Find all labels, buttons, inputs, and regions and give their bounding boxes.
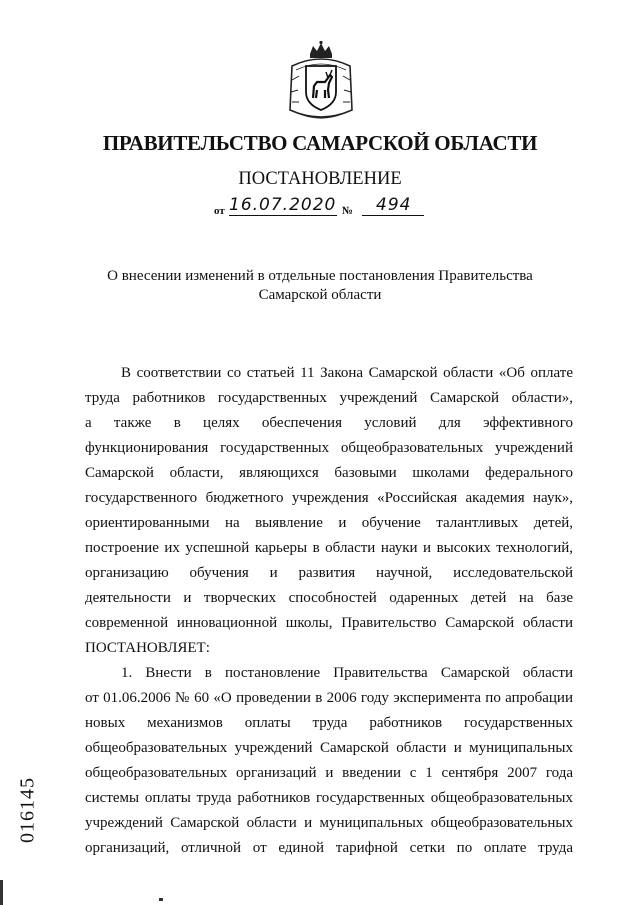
date-prefix: от (214, 205, 225, 217)
handwritten-number: 494 (376, 195, 412, 215)
text-line: государственного бюджетного учреждения «Российская академия наук», (85, 490, 573, 506)
number-underline (362, 215, 424, 216)
resolves-heading: ПОСТАНОВЛЯЕТ: (85, 640, 210, 656)
text-line: а также в целях обеспечения условий для эффективного (85, 415, 573, 431)
text-line: организацию обучения и развития научной, исследовательской (85, 565, 573, 581)
subject-line: О внесении изменений в отдельные постановления Правительства (107, 268, 533, 284)
text-line: ориентированными на выявление и обучение талантливых детей, (85, 515, 573, 531)
text-line: 1. Внести в постановление Правительства Самарской области (121, 665, 573, 681)
scan-dot (159, 898, 163, 901)
text-line: новых механизмов оплаты труда работников государственных (85, 715, 573, 731)
number-prefix: № (342, 205, 354, 217)
registration-stamp (6, 770, 50, 850)
text-line: общеобразовательных организаций и введении с 1 сентября 2007 года (85, 765, 573, 781)
scan-edge-mark (0, 880, 3, 905)
text-line: от 01.06.2006 № 60 «О проведении в 2006 году эксперимента по апробации (85, 690, 573, 706)
text-line: системы оплаты труда работников государственных общеобразовательных (85, 790, 573, 806)
clause-1-paragraph (85, 661, 573, 861)
text-line: труда работников государственных учреждений Самарской области», (85, 390, 573, 406)
text-line: учреждений Самарской области и муниципальных общеобразовательных (85, 815, 573, 831)
document-subject (80, 267, 560, 305)
text-line: функционирования государственных общеобразовательных учреждений (85, 440, 573, 456)
text-line: организаций, отличной от единой тарифной сетки по оплате труда (85, 840, 573, 856)
text-line: построение их успешной карьеры в области науки и высоких технологий, (85, 540, 573, 556)
document-type: ПОСТАНОВЛЕНИЕ (238, 169, 402, 189)
handwritten-date: 16.07.2020 (229, 195, 337, 215)
text-line: общеобразовательных учреждений Самарской области и муниципальных (85, 740, 573, 756)
text-line: современной инновационной школы, Правительство Самарской области (85, 615, 573, 631)
date-underline (229, 215, 337, 216)
preamble-paragraph (85, 361, 573, 661)
text-line: деятельности и творческих способностей одаренных детей на базе (85, 590, 573, 606)
government-title: ПРАВИТЕЛЬСТВО САМАРСКОЙ ОБЛАСТИ (102, 131, 538, 155)
subject-line: Самарской области (258, 287, 382, 303)
text-line: Самарской области, являющихся базовыми школами федерального (85, 465, 573, 481)
text-line: В соответствии со статьей 11 Закона Самарской области «Об оплате (121, 365, 573, 381)
coat-of-arms-emblem (286, 40, 356, 124)
date-number-line (214, 197, 434, 221)
stamp-number: 016145 (16, 777, 39, 843)
